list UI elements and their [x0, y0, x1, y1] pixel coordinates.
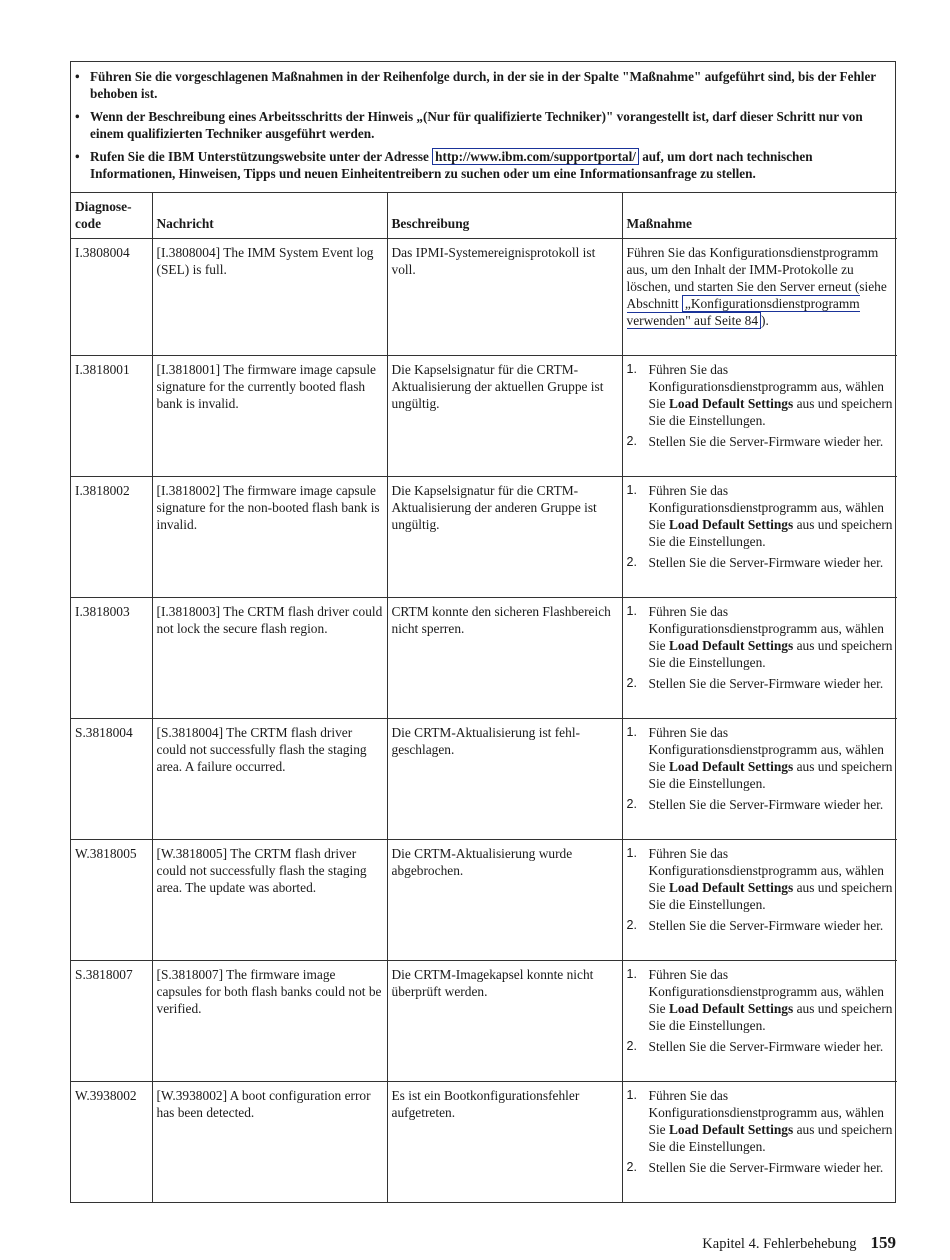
cell-action [622, 840, 897, 961]
step-text-part: Führen Sie das Konfigurationsdienstprogramm aus, wählen Sie [648, 967, 884, 1016]
action-step [627, 1087, 894, 1155]
cell-code: W.3938002 [71, 1082, 152, 1203]
step-text-part: Führen Sie das Konfigurationsdienstprogramm aus, wählen Sie [648, 846, 884, 895]
cell-code: I.3818002 [71, 477, 152, 598]
cell-action [622, 961, 897, 1082]
note-text [90, 148, 885, 182]
step-number: 1. [626, 362, 637, 376]
action-step [627, 1159, 894, 1176]
step-option-name: Load Default Settings [668, 638, 794, 653]
cell-message: [W.3938002] A boot configuration error has been detected. [152, 1082, 387, 1203]
step-text-part: aus und speichern Sie die Einstellungen. [648, 1001, 893, 1033]
step-number: 2. [626, 1160, 637, 1174]
action-step [627, 1038, 894, 1055]
action-steps [627, 966, 894, 1055]
step-text: Stellen Sie die Server-Firmware wieder her. [648, 918, 884, 933]
step-number: 2. [626, 676, 637, 690]
step-number: 1. [626, 483, 637, 497]
action-step [627, 917, 894, 934]
cell-code: I.3808004 [71, 239, 152, 356]
step-number: 2. [626, 434, 637, 448]
cell-code: S.3818004 [71, 719, 152, 840]
step-text [649, 1087, 894, 1155]
step-text: Stellen Sie die Server-Firmware wieder her. [648, 676, 884, 691]
step-number: 2. [626, 555, 637, 569]
action-step [627, 433, 894, 450]
cell-code: I.3818003 [71, 598, 152, 719]
cell-description: Die CRTM-Aktualisierung wurde abgebrochen. [387, 840, 622, 961]
step-text [649, 603, 894, 671]
bullet-icon: • [75, 149, 80, 164]
note-item [75, 68, 885, 102]
step-option-name: Load Default Settings [668, 396, 794, 411]
step-text-part: aus und speichern Sie die Einstellungen. [648, 517, 893, 549]
notes-block [71, 62, 895, 192]
action-steps [627, 361, 894, 450]
step-text-part: Führen Sie das Konfigurationsdienstprogramm aus, wählen Sie [648, 1088, 884, 1137]
step-text-part: Führen Sie das Konfigurationsdienstprogramm aus, wählen Sie [648, 483, 884, 532]
cell-message: [I.3818003] The CRTM flash driver could not lock the secure flash region. [152, 598, 387, 719]
action-text-end: ). [761, 313, 769, 328]
action-text: Führen Sie das Konfigurationsdienstprogramm aus, um den Inhalt der IMM-Protokolle zu löschen, und starten Sie den Server erneut (siehe Abschnitt [626, 245, 887, 311]
bullet-icon: • [75, 69, 80, 84]
note-item [75, 108, 885, 142]
cell-action [622, 356, 897, 477]
header-action: Maßnahme [622, 193, 897, 239]
table-header-row [71, 193, 897, 239]
step-option-name: Load Default Settings [668, 759, 794, 774]
cell-message: [I.3818001] The firmware image capsule signature for the currently booted flash bank is invalid. [152, 356, 387, 477]
config-utility-link[interactable]: „Konfigurationsdienstprogramm verwenden" auf Seite 84 [626, 296, 860, 328]
step-text-part: Führen Sie das Konfigurationsdienstprogramm aus, wählen Sie [648, 725, 884, 774]
cell-code: W.3818005 [71, 840, 152, 961]
action-step [627, 361, 894, 429]
note-text-before: Rufen Sie die IBM Unterstützungswebsite unter der Adresse [90, 149, 433, 164]
table-row [71, 961, 897, 1082]
action-steps [627, 724, 894, 813]
cell-message: [W.3818005] The CRTM flash driver could not successfully flash the staging area. The update was aborted. [152, 840, 387, 961]
cell-description: Die Kapselsignatur für die CRTM-Aktualisierung der aktuellen Gruppe ist ungültig. [387, 356, 622, 477]
step-text-part: aus und speichern Sie die Einstellungen. [648, 880, 893, 912]
step-number: 1. [626, 967, 637, 981]
table-row [71, 840, 897, 961]
step-text [649, 482, 894, 550]
step-text [649, 845, 894, 913]
header-message: Nachricht [152, 193, 387, 239]
cell-action [622, 239, 897, 356]
action-step [627, 796, 894, 813]
step-number: 2. [626, 918, 637, 932]
cell-code: S.3818007 [71, 961, 152, 1082]
step-text [649, 724, 894, 792]
error-table-frame [70, 61, 896, 1203]
step-option-name: Load Default Settings [668, 880, 794, 895]
note-text: Führen Sie die vorgeschlagenen Maßnahmen in der Reihenfolge durch, in der sie in der Spalte "Maßnahme" aufgeführt sind, bis der Fehler behoben ist. [90, 69, 876, 101]
step-text-part: aus und speichern Sie die Einstellungen. [648, 1122, 893, 1154]
cell-code: I.3818001 [71, 356, 152, 477]
action-step [627, 845, 894, 913]
action-step [627, 554, 894, 571]
step-text: Stellen Sie die Server-Firmware wieder her. [648, 1039, 884, 1054]
step-text: Stellen Sie die Server-Firmware wieder her. [648, 1160, 884, 1175]
action-step [627, 724, 894, 792]
diagnostic-table [71, 192, 897, 1202]
table-row [71, 719, 897, 840]
cell-description: Das IPMI-Systemereignisprotokoll ist voll. [387, 239, 622, 356]
step-option-name: Load Default Settings [668, 1122, 794, 1137]
action-step [627, 966, 894, 1034]
step-text: Stellen Sie die Server-Firmware wieder her. [648, 555, 884, 570]
action-step [627, 675, 894, 692]
note-text-after: auf, um dort nach technischen Informationen, Hinweisen, Tipps und neuen Einheitentreibern zu suchen oder um eine Informationsanfrage zu stellen. [90, 149, 813, 181]
step-text-part: Führen Sie das Konfigurationsdienstprogramm aus, wählen Sie [648, 362, 884, 411]
cell-action [622, 477, 897, 598]
step-option-name: Load Default Settings [668, 517, 794, 532]
header-description: Beschreibung [387, 193, 622, 239]
cell-action [622, 719, 897, 840]
header-code: Diagnosecode [71, 193, 152, 239]
chapter-title: Kapitel 4. Fehlerbehebung [702, 1236, 857, 1252]
step-text: Stellen Sie die Server-Firmware wieder her. [648, 797, 884, 812]
table-row [71, 239, 897, 356]
table-row [71, 598, 897, 719]
table-row [71, 356, 897, 477]
step-text-part: aus und speichern Sie die Einstellungen. [648, 396, 893, 428]
step-text [649, 966, 894, 1034]
bullet-icon: • [75, 109, 80, 124]
step-number: 1. [626, 725, 637, 739]
table-row [71, 477, 897, 598]
action-steps [627, 603, 894, 692]
page-footer [702, 1233, 896, 1253]
cell-description: Die Kapselsignatur für die CRTM-Aktualisierung der anderen Gruppe ist ungültig. [387, 477, 622, 598]
step-number: 2. [626, 1039, 637, 1053]
support-portal-link[interactable]: http://www.ibm.com/supportportal/ [432, 148, 639, 165]
note-text: Wenn der Beschreibung eines Arbeitsschritts der Hinweis „(Nur für qualifizierte Techniker)" vorangestellt ist, darf dieser Schritt nur von einem qualifizierten Techniker ausgeführt werden. [90, 109, 863, 141]
cell-message: [I.3818002] The firmware image capsule signature for the non-booted flash bank is invalid. [152, 477, 387, 598]
action-steps [627, 845, 894, 934]
step-number: 1. [626, 846, 637, 860]
action-step [627, 603, 894, 671]
note-item [75, 148, 885, 182]
cell-message: [S.3818007] The firmware image capsules for both flash banks could not be verified. [152, 961, 387, 1082]
table-row [71, 1082, 897, 1203]
cell-message: [S.3818004] The CRTM flash driver could not successfully flash the staging area. A failure occurred. [152, 719, 387, 840]
cell-description: Es ist ein Bootkonfigurationsfehler aufgetreten. [387, 1082, 622, 1203]
step-text [649, 361, 894, 429]
step-number: 1. [626, 604, 637, 618]
cell-action [622, 1082, 897, 1203]
action-steps [627, 1087, 894, 1176]
cell-description: Die CRTM-Imagekapsel konnte nicht überprüft werden. [387, 961, 622, 1082]
page-number: 159 [870, 1233, 896, 1252]
step-text: Stellen Sie die Server-Firmware wieder her. [648, 434, 884, 449]
step-text-part: Führen Sie das Konfigurationsdienstprogramm aus, wählen Sie [648, 604, 884, 653]
step-text-part: aus und speichern Sie die Einstellungen. [648, 638, 893, 670]
step-text-part: aus und speichern Sie die Einstellungen. [648, 759, 893, 791]
step-number: 2. [626, 797, 637, 811]
cell-description: Die CRTM-Aktualisierung ist fehlgeschlagen. [387, 719, 622, 840]
cell-message: [I.3808004] The IMM System Event log (SEL) is full. [152, 239, 387, 356]
step-number: 1. [626, 1088, 637, 1102]
action-steps [627, 482, 894, 571]
cell-description: CRTM konnte den sicheren Flashbereich nicht sperren. [387, 598, 622, 719]
step-option-name: Load Default Settings [668, 1001, 794, 1016]
cell-action [622, 598, 897, 719]
action-step [627, 482, 894, 550]
